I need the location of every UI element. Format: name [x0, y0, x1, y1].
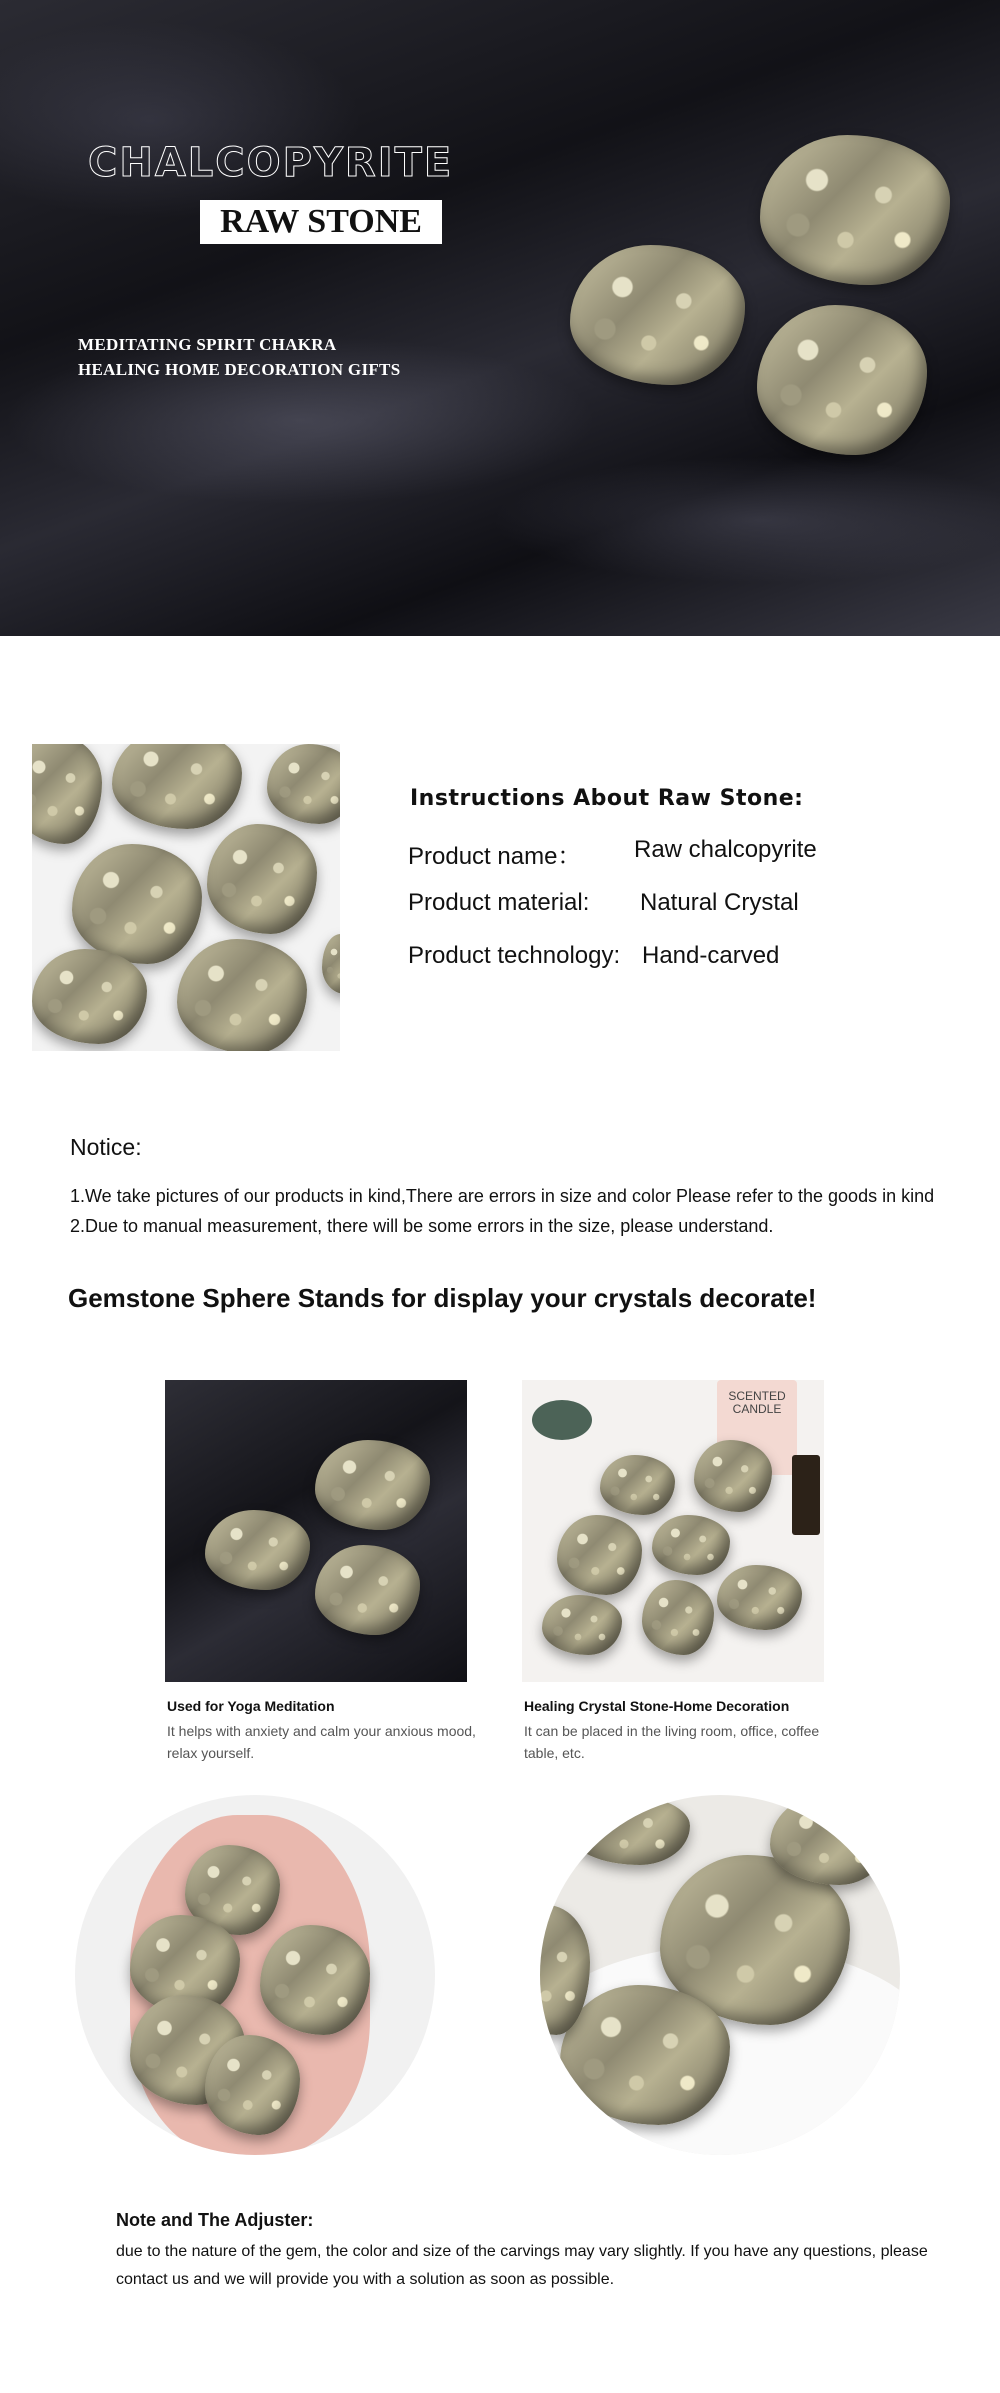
hero-title: CHALCOPYRITE: [88, 140, 454, 186]
closeup-stone-photo: [540, 1795, 900, 2155]
hero-badge: RAW STONE: [200, 200, 442, 244]
meditation-photo: [165, 1380, 467, 1682]
gallery-title: Gemstone Sphere Stands for display your crystals decorate!: [68, 1283, 817, 1313]
caption-title-decoration: Healing Crystal Stone-Home Decoration: [524, 1698, 790, 1714]
hero-banner: [0, 0, 1000, 636]
hand-holding-stones-photo: [75, 1795, 435, 2155]
product-material-row: [408, 889, 799, 917]
product-technology-value: Hand-carved: [642, 942, 780, 969]
notice-title: Notice:: [70, 1134, 142, 1160]
notice-line-2: 2.Due to manual measurement, there will be some errors in the size, please understand.: [70, 1216, 774, 1236]
stone-image: [570, 245, 745, 385]
notice-line-1: 1.We take pictures of our products in kind,There are errors in size and color Please refer to the goods in kind: [70, 1186, 935, 1206]
note-text: due to the nature of the gem, the color and size of the carvings may vary slightly. If you have any questions, please contact us and we will provide you with a solution as soon as possible.: [116, 2243, 928, 2288]
caption-title-meditation: Used for Yoga Meditation: [167, 1698, 335, 1714]
hero-subtitle-line2: HEALING HOME DECORATION GIFTS: [78, 360, 401, 379]
candle-label: SCENTED CANDLE: [728, 1389, 786, 1416]
note-title: Note and The Adjuster:: [116, 2210, 314, 2230]
product-name-label: Product name：: [408, 843, 582, 870]
stone-image: [760, 135, 950, 285]
oil-bottle: [792, 1455, 820, 1535]
home-decoration-photo: [522, 1380, 824, 1682]
caption-text-meditation: It helps with anxiety and calm your anxious mood, relax yourself.: [167, 1723, 476, 1761]
hero-subtitle-line1: MEDITATING SPIRIT CHAKRA: [78, 335, 337, 354]
stone-image: [757, 305, 927, 455]
product-material-value: Natural Crystal: [640, 889, 799, 916]
product-material-label: Product material:: [408, 889, 590, 916]
product-photo: [32, 744, 340, 1051]
product-name-value: Raw chalcopyrite: [634, 836, 817, 863]
product-info-heading: Instructions About Raw Stone:: [410, 786, 804, 811]
caption-text-decoration: It can be placed in the living room, office, coffee table, etc.: [524, 1723, 820, 1761]
product-name-row: [408, 836, 817, 871]
product-technology-label: Product technology:: [408, 942, 621, 969]
leaf-decoration: [532, 1400, 592, 1440]
product-technology-row: [408, 942, 780, 970]
